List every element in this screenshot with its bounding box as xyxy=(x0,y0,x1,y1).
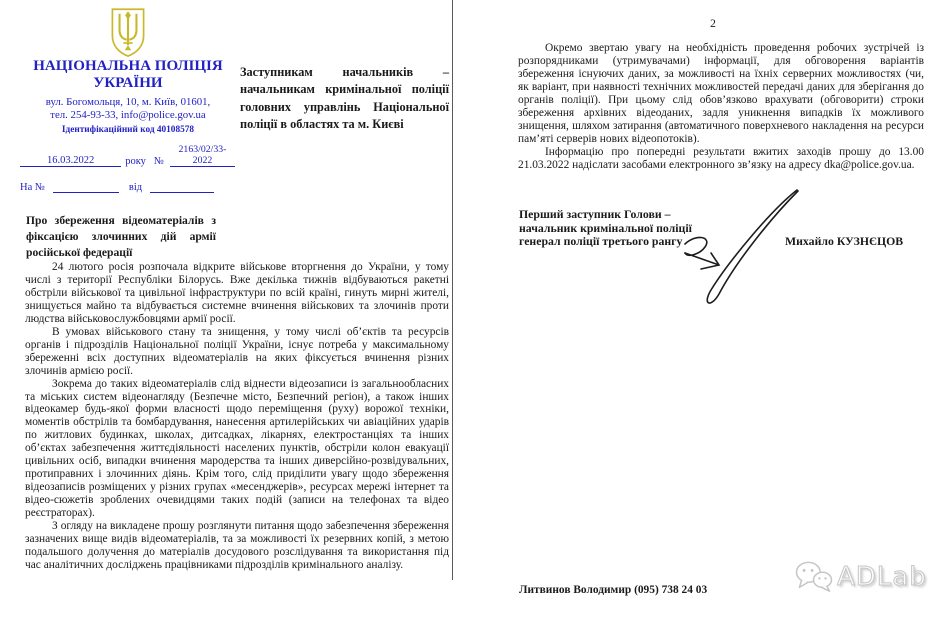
org-name-line1: НАЦІОНАЛЬНА ПОЛІЦІЯ xyxy=(33,58,223,74)
body-paragraph: В умовах військового стану та знищення, у тому числі об’єктів та ресурсів органів і підрозділів Національної поліції України, існує потреба у максимальному збереженні всіх доступних відеоматеріалів на яких фіксується вчинення різних злочинів армією росії. xyxy=(25,325,449,377)
letter-body-page-1 xyxy=(25,261,449,572)
executor-contact: Литвинов Володимир (095) 738 24 03 xyxy=(519,584,708,596)
ukraine-trident-emblem-icon xyxy=(108,6,148,58)
date-suffix-label: року xyxy=(125,156,146,167)
date-field: 16.03.2022 xyxy=(20,155,121,167)
org-id-code: Ідентифікаційний код 40108578 xyxy=(61,125,195,135)
letter-body-page-2 xyxy=(518,42,924,172)
org-name-line2: УКРАЇНИ xyxy=(93,75,163,91)
body-paragraph: 24 лютого росія розпочала відкрите військове вторгнення до України, у тому числі з території Республіки Білорусь. Вже декілька тижнів відбуваються ракетні обстріли військової та цивільної інфраструктури по всій країні, гинуть мирні жителі, знищується майно та відбувається системне вчинення військових та злочинів проти людства військовослужбовцями армії росії. xyxy=(25,261,449,325)
signer-title-line2: начальник кримінальної поліції xyxy=(519,220,692,235)
body-paragraph: Інформацію про попередні результати вжитих заходів прошу до 13.00 21.03.2022 надіслати засобами електронного зв’язку на адресу dka@police.gov.ua. xyxy=(518,145,924,171)
org-name xyxy=(22,58,234,92)
letter-page-1 xyxy=(0,0,452,621)
ref-from-label: від xyxy=(128,182,143,193)
adlab-watermark xyxy=(795,557,935,597)
number-sign-label: № xyxy=(153,156,164,167)
addressee-block: Заступникам начальників – начальникам кримінальної поліції головних управлінь Національної поліції в областях та м. Києві xyxy=(240,65,449,131)
body-paragraph: Зокрема до таких відеоматеріалів слід віднести відеозаписи із загальнообласних та міських систем відеонагляду (Безпечне місто, Безпечний регіон), а також інших відеокамер будь-якої форми власності щодо переміщення (руху) ворожої техніки, моментів обстрілів та бомбардування, нанесення артилерійських чи авіаційних ударів по житлових будинках, школах, дитсадках, лікарнях, електростанціях та інших об’єктах забезпечення життєдіяльності населених пунктів, обстріли колон евакуації цивільних осіб, випадки вчинення мародерства та інших диверсійно-розвідувальних, протиправних і злочинних діянь. Крім того, слід приділити увагу щодо збереження відеозаписів розміщених у різних групах «месенджерів», ресурсах мережі інтернет та відео-сюжетів зроблених очевидцями таких подій (записи на телефонах та відео реєстраторах). xyxy=(25,377,449,520)
org-address-line2: тел. 254-93-33, info@police.gov.ua xyxy=(50,108,206,121)
signer-title-line1: Перший заступник Голови – xyxy=(519,207,671,221)
subject-line: Про збереження відеоматеріалів з фіксацією злочинних дій армії російської федерації xyxy=(26,214,216,260)
body-paragraph: З огляду на викладене прошу розглянути питання щодо забезпечення збереження зазначених вище видів відеоматеріалів, та за можливості їх резервних копій, з метою подальшого долучення до матеріалів досудового розслідування та використання під час аналітичних досліджень працівниками підрозділів кримінального аналізу. xyxy=(25,520,449,571)
signer-name: Михайло КУЗНЄЦОВ xyxy=(785,234,904,248)
ref-number-blank-field xyxy=(53,192,119,193)
ref-label: На № xyxy=(20,182,45,193)
page-number: 2 xyxy=(710,18,716,30)
org-address xyxy=(22,96,234,121)
chat-bubbles-logo-icon xyxy=(795,560,833,594)
letter-page-2 xyxy=(453,0,940,621)
incoming-ref-row xyxy=(20,177,235,193)
date-number-row xyxy=(20,144,235,167)
body-paragraph: Окремо звертаю увагу на необхідність проведення робочих зустрічей із розпорядниками (утримувачами) інформації, для обговорення варіантів збереження існуючих даних, за можливості на їхніх серверних можливостях (чи, як варіант, при наявності технічних можливостей передачі даних для зберігання до органів поліції). При цьому слід обов’язково врахувати (обговорити) строки збереження архівних відеоданих, задля уникнення випадків їх можливого знищення, шляхом затирання (автоматичного поверхневого накладення на ресурси пам’яті серверів нових відеопотоків). xyxy=(518,42,924,145)
watermark-text: ADLab xyxy=(837,562,927,592)
doc-number-field: 2163/02/33-2022 xyxy=(170,144,235,167)
ref-date-blank-field xyxy=(150,192,214,193)
signer-title-line3: генерал поліції третього рангу xyxy=(519,234,683,249)
org-address-line1: вул. Богомольця, 10, м. Київ, 01601, xyxy=(45,96,211,108)
reference-fields xyxy=(20,144,235,203)
